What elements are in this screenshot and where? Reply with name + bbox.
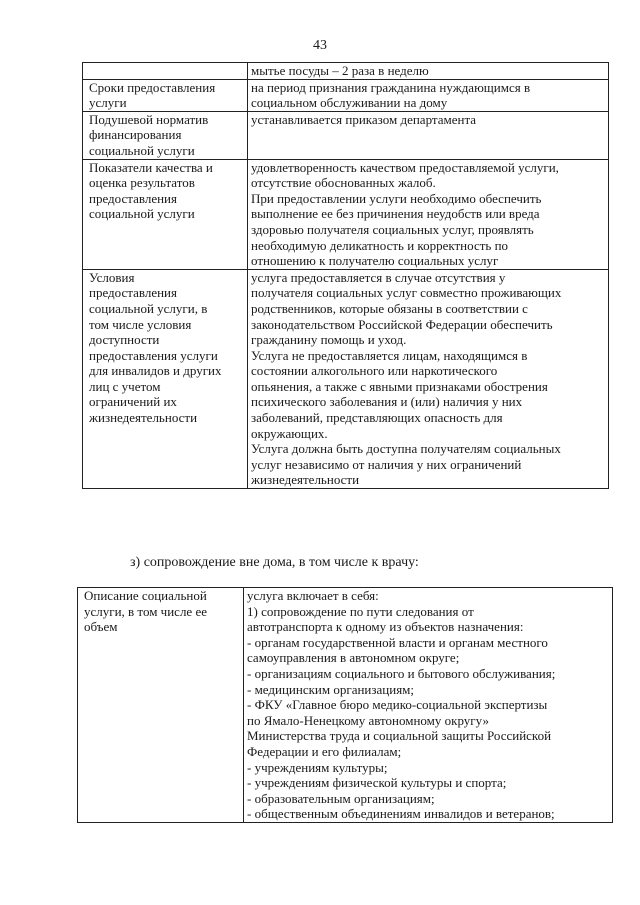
label-line: финансирования	[89, 127, 182, 143]
label-line: Сроки предоставления	[89, 79, 216, 95]
label-line: лиц с учетом	[89, 378, 161, 394]
section-title: з) сопровождение вне дома, в том числе к врачу:	[130, 555, 419, 570]
value-line: - учреждениям физической культуры и спорта;	[247, 775, 507, 791]
label-line: Описание социальной	[84, 588, 207, 603]
table-row	[83, 111, 609, 159]
label-line: Показатели качества и	[89, 159, 213, 175]
value-line: - учреждениям культуры;	[247, 759, 388, 775]
row-value-cell	[248, 159, 609, 269]
label-line: предоставления	[89, 285, 177, 301]
table2-body	[78, 588, 613, 823]
page-number: 43	[313, 38, 327, 53]
table-row	[83, 63, 609, 80]
label-line: жизнедеятельности	[89, 410, 198, 426]
row-label-cell	[78, 588, 244, 823]
value-line: удовлетворенность качеством предоставляемой услуги,	[251, 159, 559, 175]
table-row	[83, 269, 609, 488]
table1-body	[83, 63, 609, 489]
label-line: услуги	[89, 95, 127, 111]
row-value-cell	[248, 111, 609, 159]
value-line: заболеваний, представляющих опасность для	[251, 410, 503, 426]
service-table-continued	[82, 62, 609, 489]
value-line: отсутствие обоснованных жалоб.	[251, 175, 436, 191]
value-line: При предоставлении услуги необходимо обеспечить	[251, 190, 542, 206]
value-line: жизнедеятельности	[251, 472, 360, 488]
row-label-cell	[83, 269, 248, 488]
value-line: Услуга должна быть доступна получателям социальных	[251, 441, 561, 457]
label-line: Условия	[89, 269, 135, 285]
table-row	[78, 588, 613, 823]
value-line: мытье посуды – 2 раза в неделю	[251, 63, 429, 78]
label-line: том числе условия	[89, 316, 192, 332]
value-line: - организациям социального и бытового обслуживания;	[247, 665, 556, 681]
value-line: - органам государственной власти и органам местного	[247, 634, 548, 650]
table-row	[83, 159, 609, 269]
value-line: выполнение ее без причинения неудобств или вреда	[251, 206, 540, 222]
value-line: Министерства труда и социальной защиты Российской	[247, 728, 552, 744]
row-value-cell	[244, 588, 613, 823]
value-line: социальном обслуживании на дому	[251, 95, 448, 111]
label-line: социальной услуги	[89, 142, 195, 158]
value-line: гражданину помощь и уход.	[251, 332, 407, 348]
value-line: самоуправления в автономном округе;	[247, 650, 460, 666]
value-line: услуг независимо от наличия у них ограничений	[251, 456, 522, 472]
row-label-cell	[83, 63, 248, 80]
label-line: услуги, в том числе ее	[84, 603, 207, 619]
value-line: автотранспорта к одному из объектов назначения:	[247, 619, 524, 635]
label-line: объем	[84, 619, 118, 635]
label-line: доступности	[89, 332, 160, 348]
value-line: устанавливается приказом департамента	[251, 111, 477, 127]
table-row	[83, 79, 609, 111]
row-value-cell	[248, 79, 609, 111]
value-line: - медицинским организациям;	[247, 681, 415, 697]
label-line: социальной услуги	[89, 206, 195, 222]
value-line: получателя социальных услуг совместно проживающих	[251, 285, 562, 301]
value-line: Услуга не предоставляется лицам, находящимся в	[251, 347, 528, 363]
value-line: опьянения, а также с явными признаками обострения	[251, 378, 548, 394]
escort-service-table	[77, 587, 613, 823]
value-line: состоянии алкогольного или наркотического	[251, 363, 498, 379]
value-line: Федерации и его филиалам;	[247, 743, 402, 759]
label-line: социальной услуги, в	[89, 300, 208, 316]
value-line: психического заболевания и (или) наличия у них	[251, 394, 523, 410]
value-line: родственников, которые обязаны в соответствии с	[251, 300, 528, 316]
value-line: - образовательным организациям;	[247, 790, 435, 806]
value-line: - общественным объединениям инвалидов и ветеранов;	[247, 806, 555, 822]
label-line: предоставления	[89, 190, 177, 206]
row-value-cell	[248, 269, 609, 488]
row-label-cell	[83, 111, 248, 159]
row-value-cell	[248, 63, 609, 80]
value-line: 1) сопровождение по пути следования от	[247, 603, 474, 619]
value-line: законодательством Российской Федерации обеспечить	[251, 316, 553, 332]
value-line: по Ямало-Ненецкому автономному округу»	[247, 712, 489, 728]
label-line: для инвалидов и других	[89, 363, 222, 379]
label-line: предоставления услуги	[89, 347, 218, 363]
value-line: необходимую деликатность и корректность по	[251, 237, 509, 253]
value-line: окружающих.	[251, 425, 328, 441]
value-line: отношению к получателю социальных услуг	[251, 253, 499, 269]
row-label-cell	[83, 79, 248, 111]
value-line: услуга включает в себя:	[247, 588, 379, 603]
value-line: - ФКУ «Главное бюро медико-социальной экспертизы	[247, 697, 548, 713]
value-line: на период признания гражданина нуждающимся в	[251, 79, 531, 95]
row-label-cell	[83, 159, 248, 269]
value-line: здоровью получателя социальных услуг, проявлять	[251, 221, 534, 237]
label-line: ограничений их	[89, 394, 177, 410]
value-line: услуга предоставляется в случае отсутствия у	[251, 269, 506, 285]
label-line: оценка результатов	[89, 175, 195, 191]
label-line: Подушевой норматив	[89, 111, 209, 127]
